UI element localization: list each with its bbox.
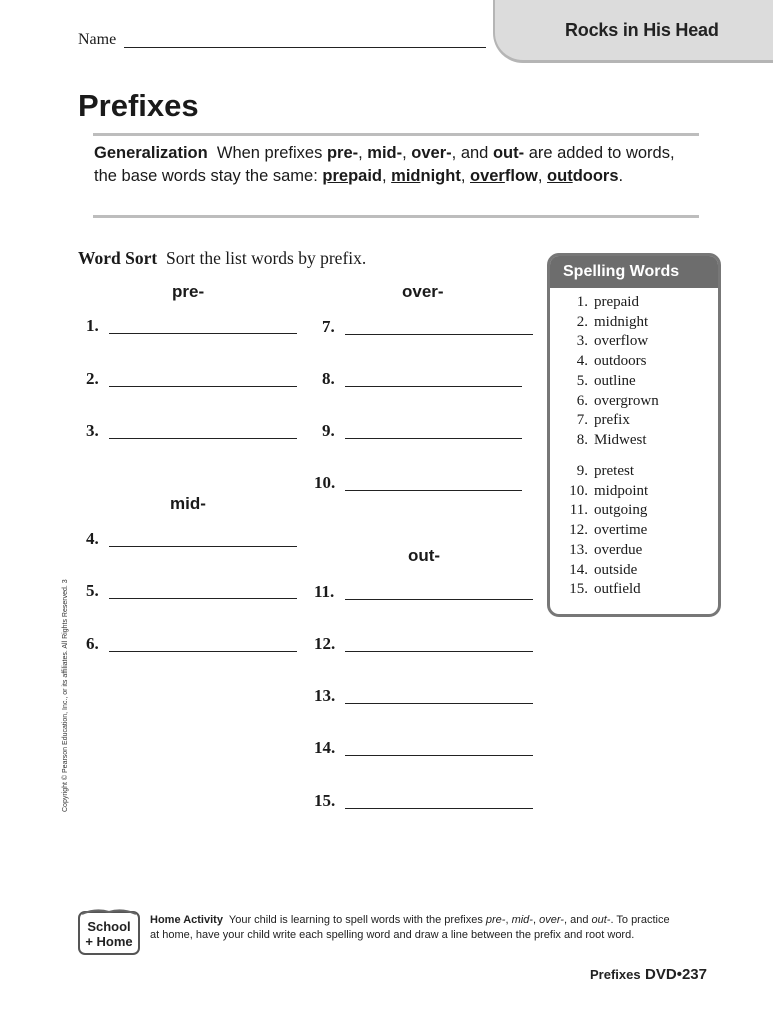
generalization-bottom-rule [93,215,699,218]
gen-example-prepaid: prepaid [322,167,382,185]
answer-line[interactable] [345,386,522,387]
gen-prefix-out: out- [492,144,525,162]
answer-line[interactable] [109,438,297,439]
spelling-words-box: Spelling Words 1. prepaid 2. midnight 3. overflow 4. outdoors 5. outline 6. overgrown 7. prefix 8. Midwest 9. pretest 10. midpoint 11. outgoing 12. overtime 13. overdue 14. outside 15. outfield [547,253,721,617]
answer-line[interactable] [345,334,533,335]
page-footer [590,966,707,984]
answer-number: 13. [314,686,336,705]
ha-prefix-out: out- [591,914,611,926]
gen-text-2: , and [451,144,489,162]
answer-line[interactable] [345,599,533,600]
copyright-notice: Copyright © Pearson Education, Inc., or its affiliates. All Rights Reserved. 3 [62,579,69,812]
answer-line[interactable] [345,703,533,704]
answer-number: 10. [314,473,336,492]
answer-line[interactable] [345,438,522,439]
lesson-title: Rocks in His Head [565,20,719,40]
answer-number: 6. [86,634,99,653]
answer-line[interactable] [109,598,297,599]
answer-line[interactable] [345,490,522,491]
home-activity-label: Home Activity [150,914,223,926]
school-home-logo [76,906,142,958]
answer-number: 5. [86,581,99,600]
gen-prefix-mid: mid- [367,144,403,162]
generalization-top-rule [93,133,699,136]
home-activity-text-2: To practice at home, have your child write each spelling word and draw a line between the prefix and root word. [150,914,670,941]
ha-prefix-mid: mid- [511,914,533,926]
answer-number: 15. [314,791,336,810]
answer-row [314,473,335,493]
gen-prefix-pre: pre- [326,144,359,162]
spelling-words-title: Spelling Words [550,256,718,288]
gen-example-midnight: midnight [391,167,461,185]
answer-row [322,369,335,389]
answer-number: 7. [322,317,335,336]
word-sort-label: Word Sort [78,248,158,268]
home-activity-text-1: Your child is learning to spell words with the prefixes [228,914,483,926]
logo-text-1: School [87,919,131,934]
gen-text-3: are added to words, the base words stay the same: [94,144,675,185]
footer-page-label: Prefixes [590,967,641,982]
ha-prefix-pre: pre- [485,914,506,926]
answer-number: 2. [86,369,99,388]
ha-prefix-over: over- [539,914,564,926]
column-heading-over: over- [402,282,444,301]
column-heading-pre: pre- [172,282,205,301]
answer-row [86,581,99,601]
answer-row [314,738,335,758]
answer-row [322,317,335,337]
answer-number: 14. [314,738,336,757]
answer-number: 3. [86,421,99,440]
lesson-tab [493,0,773,63]
answer-row [86,316,99,336]
gen-prefix-over: over- [411,144,452,162]
answer-row [314,582,334,602]
column-heading-mid: mid- [170,494,206,513]
answer-number: 11. [314,582,335,601]
home-activity-note: Home Activity Your child is learning to spell words with the prefixes pre-, mid-, over-, and out-. To practice at home, have your child write each spelling word and draw a line between the prefix and root word. [150,914,670,941]
answer-line[interactable] [109,546,297,547]
answer-row [322,421,335,441]
answer-row [86,421,99,441]
answer-number: 12. [314,634,336,653]
answer-row [314,634,335,654]
answer-line[interactable] [345,808,533,809]
answer-line[interactable] [109,333,297,334]
answer-number: 9. [322,421,335,440]
footer-page-number: DVD•237 [645,966,707,983]
answer-line[interactable] [345,651,533,652]
answer-number: 4. [86,529,99,548]
word-sort-text: Sort the list words by prefix. [166,248,367,268]
answer-row [86,529,99,549]
generalization-label: Generalization [94,144,208,162]
logo-text-2: + Home [85,934,133,949]
answer-row [86,369,99,389]
gen-example-overflow: overflow [470,167,538,185]
column-heading-out: out- [408,546,441,565]
answer-row [86,634,99,654]
answer-row [314,791,335,811]
name-label: Name [78,31,117,48]
answer-number: 1. [86,316,99,335]
name-line[interactable] [124,47,486,48]
page-title: Prefixes [78,88,199,123]
gen-text-1: When prefixes [216,144,323,162]
answer-row [314,686,335,706]
ha-and: , and [563,914,589,926]
generalization-text: Generalization When prefixes pre-, mid-, over-, and out- are added to words, the base words stay the same: prepaid, midnight, overflow, outdoors. [94,144,675,185]
answer-line[interactable] [109,651,297,652]
word-sort-instruction [78,248,366,269]
answer-line[interactable] [345,755,533,756]
answer-line[interactable] [109,386,297,387]
answer-number: 8. [322,369,335,388]
gen-example-outdoors: outdoors [547,167,619,185]
